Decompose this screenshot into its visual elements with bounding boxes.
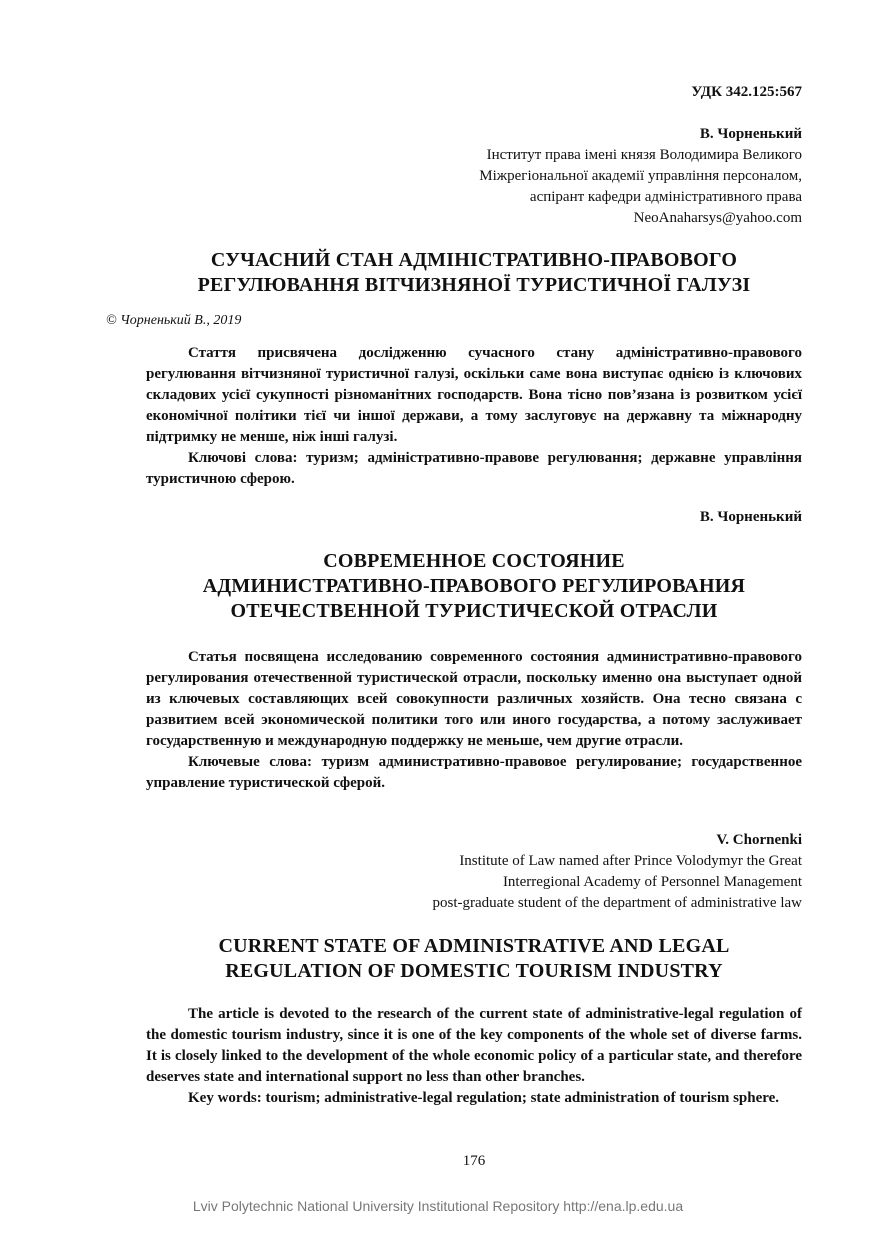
repository-footer[interactable]: Lviv Polytechnic National University Institutional Repository http://ena.lp.edu.ua [192,1198,684,1214]
ru-title-line-1: СОВРЕМЕННОЕ СОСТОЯНИЕ [323,550,625,572]
ru-title [146,549,802,624]
ua-email[interactable]: NeoAnaharsys@yahoo.com [633,210,802,226]
ru-title-line-2: АДМИНИСТРАТИВНО-ПРАВОВОГО РЕГУЛИРОВАНИЯ [202,575,746,597]
ru-abstract: Статья посвящена исследованию современного состояния административно-правового регулирования отечественной туристической отрасли, поскольку именно она выступает одной из ключевых составляющих всей совокупности различных хозяйств. Она тесно связана с развитием всей экономической политики того или иного государства, а потому заслуживает государственную и международную поддержку не меньше, чем другие отрасли. [146,649,802,749]
en-abstract-block [146,1004,802,1109]
ru-author: В. Чорненький [699,509,802,525]
ua-author-block [479,124,802,229]
en-keywords: Key words: tourism; administrative-legal regulation; state administration of tourism sphere. [188,1090,780,1106]
ru-keywords: Ключевые слова: туризм административно-правовое регулирование; государственное управление туристической сферой. [146,754,802,791]
ru-title-line-3: ОТЕЧЕСТВЕННОЙ ТУРИСТИЧЕСКОЙ ОТРАСЛИ [230,600,718,622]
ua-keywords: Ключові слова: туризм; адміністративно-правове регулювання; державне управління туристичною сферою. [146,450,802,487]
ua-title-line-2: РЕГУЛЮВАННЯ ВІТЧИЗНЯНОЇ ТУРИСТИЧНОЇ ГАЛУЗІ [197,274,751,296]
ua-abstract: Стаття присвячена дослідженню сучасного стану адміністративно-правового регулювання вітчизняної туристичної галузі, оскільки саме вона виступає однією із ключових складових усієї сукупності різноманітних господарств. Вона тісно пов’язана із розвитком усієї економічної політики тієї чи іншої держави, а тому заслуговує на державну та міжнародну підтримку не менше, ніж інші галузі. [146,345,802,445]
ua-affiliation-line-2: Міжрегіональної академії управління персоналом, [479,168,802,184]
en-abstract: The article is devoted to the research of the current state of administrative-legal regulation of the domestic tourism industry, since it is one of the key components of the whole set of diverse farms. It is closely linked to the development of the whole economic policy of a particular state, and therefore deserves state and international support no less than other branches. [146,1006,802,1085]
ua-author: В. Чорненький [699,126,802,142]
ua-copyright: © Чорненький В., 2019 [106,313,242,328]
ua-abstract-block [146,343,802,490]
en-title-line-2: REGULATION OF DOMESTIC TOURISM INDUSTRY [225,960,723,982]
en-title-line-1: CURRENT STATE OF ADMINISTRATIVE AND LEGAL [218,935,730,957]
en-affiliation-line-2: Interregional Academy of Personnel Management [502,874,802,890]
page-number: 176 [462,1153,486,1169]
ua-affiliation-line-1: Інститут права імені князя Володимира Великого [486,147,802,163]
ua-title [146,248,802,298]
ua-position: аспірант кафедри адміністративного права [529,189,802,205]
en-affiliation-line-3: post-graduate student of the department of administrative law [432,895,802,911]
en-author-block [433,830,802,914]
en-affiliation-line-1: Institute of Law named after Prince Volodymyr the Great [459,853,802,869]
ua-title-line-1: СУЧАСНИЙ СТАН АДМІНІСТРАТИВНО-ПРАВОВОГО [210,249,738,271]
en-title [146,934,802,984]
udk-code: УДК 342.125:567 [691,84,802,100]
en-author: V. Chornenki [716,832,802,848]
ru-abstract-block [146,647,802,794]
page [106,0,802,1240]
